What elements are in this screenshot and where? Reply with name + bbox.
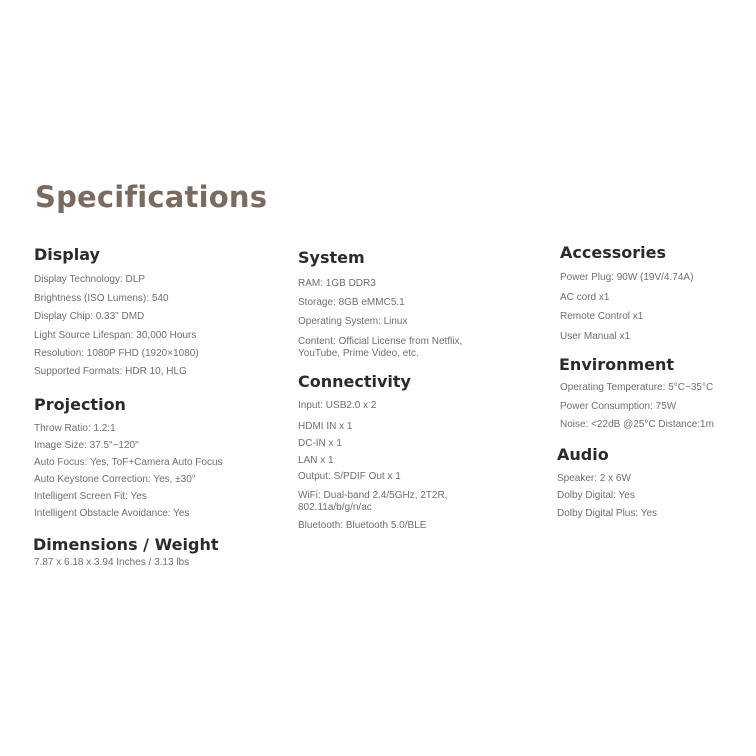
spec-item: Power Plug: 90W (19V/4.74A) xyxy=(560,272,694,283)
section-environment xyxy=(559,355,674,375)
spec-item: DC-IN x 1 xyxy=(298,438,342,449)
section-system xyxy=(298,248,365,268)
spec-item: Speaker: 2 x 6W xyxy=(557,473,631,484)
section-display xyxy=(34,245,100,265)
spec-item: HDMI IN x 1 xyxy=(298,421,353,432)
spec-item: Auto Focus: Yes, ToF+Camera Auto Focus xyxy=(34,457,223,468)
section-heading: Dimensions / Weight xyxy=(33,535,219,554)
section-accessories xyxy=(560,243,666,263)
spec-item: Content: Official License from Netflix, YouTube, Prime Video, etc. xyxy=(298,336,463,359)
spec-item: Display Chip: 0.33" DMD xyxy=(34,311,145,322)
section-heading: Environment xyxy=(559,355,675,374)
spec-item: Input: USB2.0 x 2 xyxy=(298,400,377,411)
spec-item: Intelligent Obstacle Avoidance: Yes xyxy=(34,508,190,519)
spec-item: Supported Formats: HDR 10, HLG xyxy=(34,366,187,377)
spec-item: User Manual x1 xyxy=(560,331,631,342)
section-heading: Connectivity xyxy=(298,372,411,391)
spec-item: Dolby Digital: Yes xyxy=(557,490,635,501)
section-heading: Display xyxy=(34,245,100,264)
spec-item: Display Technology: DLP xyxy=(34,274,145,285)
spec-item: Image Size: 37.5"~120" xyxy=(34,440,139,451)
spec-item: Storage: 8GB eMMC5.1 xyxy=(298,297,405,308)
spec-item: Power Consumption: 75W xyxy=(560,401,677,412)
spec-item: 7.87 x 6.18 x 3.94 Inches / 3.13 lbs xyxy=(34,557,190,568)
spec-item: Noise: <22dB @25°C Distance:1m xyxy=(560,419,714,430)
spec-item: Light Source Lifespan: 30,000 Hours xyxy=(34,330,197,341)
section-heading: Accessories xyxy=(560,243,666,262)
spec-item: Output: S/PDIF Out x 1 xyxy=(298,471,401,482)
section-projection xyxy=(34,395,126,415)
spec-item: Bluetooth: Bluetooth 5.0/BLE xyxy=(298,520,427,531)
spec-item: Brightness (ISO Lumens): 540 xyxy=(34,293,169,304)
section-audio xyxy=(557,445,609,465)
spec-item: Throw Ratio: 1.2:1 xyxy=(34,423,116,434)
spec-item: Operating System: Linux xyxy=(298,316,408,327)
spec-item: AC cord x1 xyxy=(560,292,610,303)
spec-item: LAN x 1 xyxy=(298,455,334,466)
spec-item: Auto Keystone Correction: Yes, ±30° xyxy=(34,474,196,485)
spec-item: Dolby Digital Plus: Yes xyxy=(557,508,658,519)
section-heading: System xyxy=(298,248,365,267)
section-connectivity xyxy=(298,372,411,392)
spec-item: Operating Temperature: 5°C~35°C xyxy=(560,382,714,393)
spec-item: Intelligent Screen Fit: Yes xyxy=(34,491,147,502)
section-heading: Audio xyxy=(557,445,609,464)
section-dimensions-weight xyxy=(33,535,218,555)
spec-item: RAM: 1GB DDR3 xyxy=(298,278,376,289)
spec-item: Resolution: 1080P FHD (1920×1080) xyxy=(34,348,199,359)
spec-item: Remote Control x1 xyxy=(560,311,644,322)
section-heading: Projection xyxy=(34,395,126,414)
page-title: Specifications xyxy=(35,180,268,214)
spec-item: WiFi: Dual-band 2.4/5GHz, 2T2R, 802.11a/b/g/n/ac xyxy=(298,490,448,513)
